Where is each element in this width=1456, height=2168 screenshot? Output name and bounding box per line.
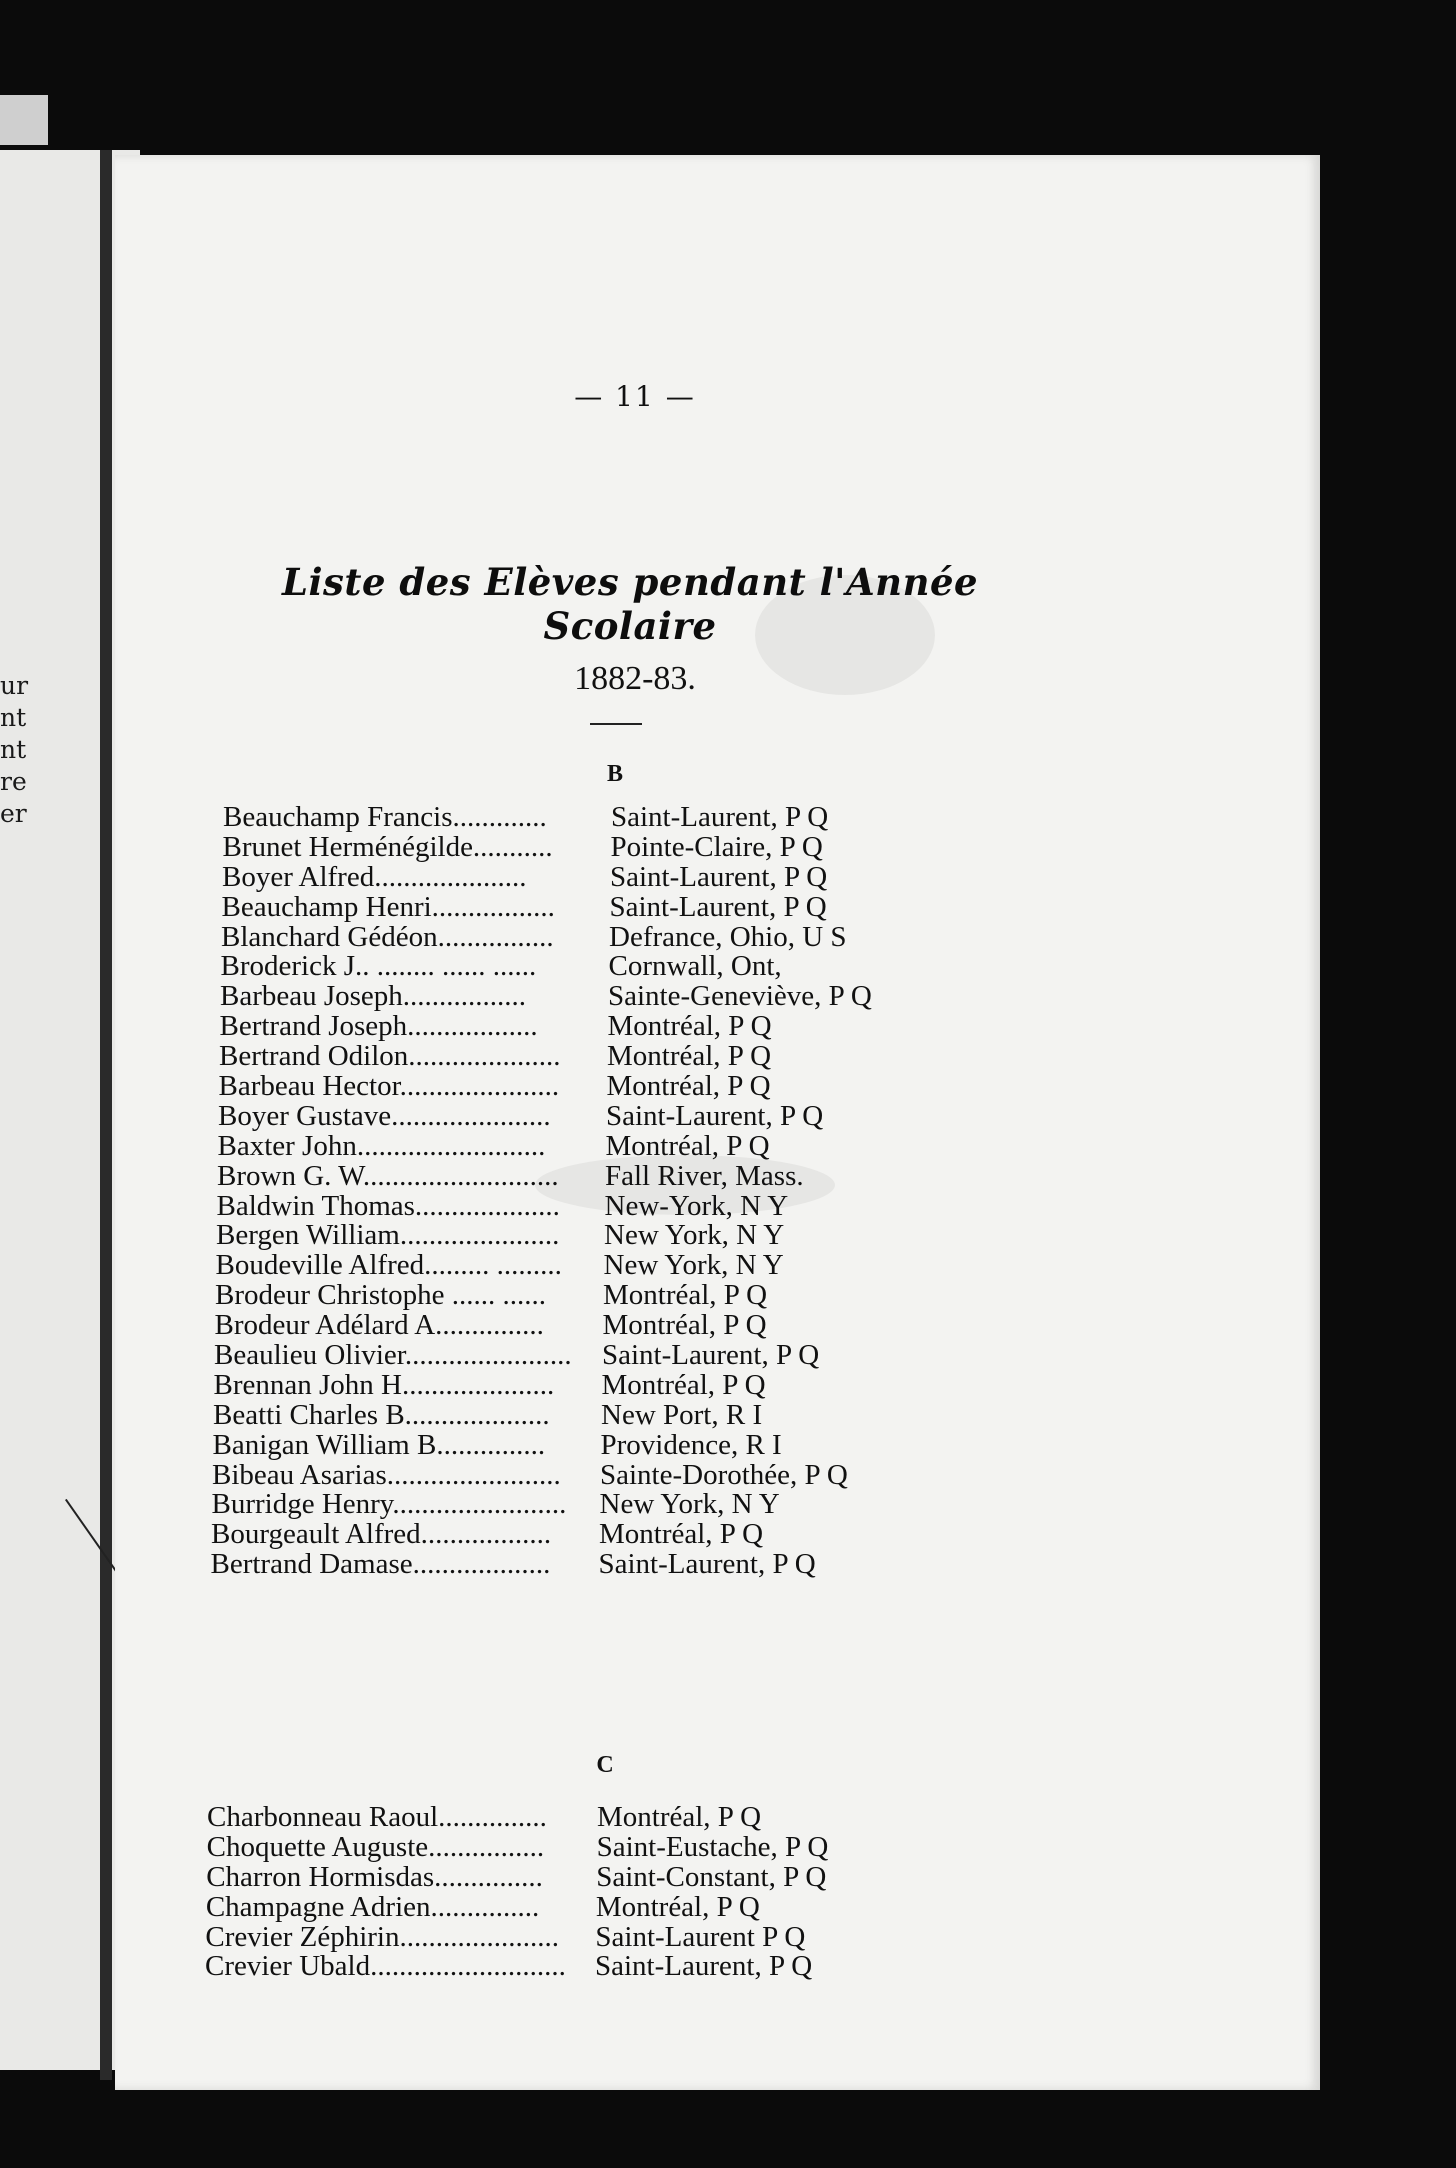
student-hometown: New York, N Y — [604, 1219, 785, 1252]
student-hometown: Montréal, P Q — [595, 1890, 760, 1923]
student-hometown: Providence, R I — [600, 1428, 782, 1461]
student-entry — [205, 1952, 1027, 1982]
left-page-line: nt — [0, 703, 27, 732]
student-name: Brown G. W........................... — [217, 1159, 559, 1192]
student-entry — [206, 1830, 1027, 1863]
student-name: Brunet Herménégilde........... — [222, 830, 553, 863]
left-page-line: ur — [0, 671, 29, 700]
student-entry — [214, 1341, 1043, 1371]
student-hometown: Montréal, P Q — [605, 1129, 770, 1162]
student-list-b — [210, 801, 1043, 1581]
student-hometown: Saint-Laurent, P Q — [602, 1339, 820, 1372]
student-hometown: New-York, N Y — [604, 1189, 789, 1222]
student-entry — [212, 1490, 1044, 1520]
student-name: Bergen William...................... — [216, 1219, 560, 1252]
student-hometown: Saint-Laurent, P Q — [610, 860, 828, 893]
student-hometown: Montréal, P Q — [602, 1309, 767, 1342]
student-hometown: Montréal, P Q — [599, 1518, 764, 1551]
student-hometown: Defrance, Ohio, U S — [609, 920, 847, 953]
student-name: Beaulieu Olivier....................... — [214, 1339, 572, 1372]
student-name: Bourgeault Alfred.................. — [211, 1518, 552, 1551]
student-entry — [219, 1042, 1043, 1072]
student-name: Charbonneau Raoul............... — [207, 1801, 547, 1833]
student-entry — [222, 860, 1043, 893]
student-name: Barbeau Joseph................. — [220, 980, 527, 1013]
student-hometown: Montréal, P Q — [607, 1010, 772, 1043]
student-hometown: New York, N Y — [603, 1249, 784, 1282]
student-hometown: Montréal, P Q — [607, 1040, 772, 1073]
student-hometown: Saint-Eustache, P Q — [596, 1830, 829, 1863]
student-name: Boudeville Alfred......... ......... — [215, 1249, 562, 1282]
student-hometown: New Port, R I — [601, 1398, 763, 1431]
student-name: Boyer Alfred..................... — [222, 860, 527, 893]
student-entry — [216, 1189, 1044, 1222]
student-hometown: Saint-Constant, P Q — [596, 1860, 827, 1893]
student-name: Bibeau Asarias........................ — [212, 1458, 561, 1491]
student-hometown: Saint-Laurent, P Q — [611, 801, 829, 833]
page-number: — 11 — — [574, 380, 696, 413]
student-entry — [221, 920, 1043, 953]
student-hometown: Saint-Laurent, P Q — [598, 1548, 816, 1581]
student-entry — [223, 803, 1043, 833]
school-year: 1882-83. — [574, 660, 696, 697]
student-entry — [216, 1251, 1044, 1281]
student-hometown: Sainte-Geneviève, P Q — [608, 980, 872, 1013]
student-name: Brodeur Christophe ...... ...... — [215, 1279, 547, 1312]
student-name: Blanchard Gédéon................ — [221, 920, 554, 953]
student-entry — [222, 830, 1044, 863]
student-name: Broderick J.. ........ ...... ...... — [220, 950, 537, 983]
student-entry — [205, 1920, 1027, 1953]
student-name: Baxter John.......................... — [217, 1129, 546, 1162]
page-title: Liste des Elèves pendant l'Année Scolaire — [281, 560, 979, 648]
student-name: Beatti Charles B.................... — [213, 1398, 550, 1431]
student-entry — [220, 1012, 1044, 1042]
student-name: Brodeur Adélard A............... — [214, 1309, 544, 1342]
left-page-tab — [0, 95, 48, 145]
right-page — [115, 155, 1320, 2090]
student-name: Beauchamp Francis............. — [223, 801, 547, 833]
student-entry — [211, 1520, 1043, 1550]
student-entry — [220, 982, 1043, 1012]
student-name: Choquette Auguste................ — [206, 1830, 545, 1863]
student-name: Brennan John H..................... — [213, 1368, 555, 1401]
student-hometown: Saint-Laurent, P Q — [609, 890, 827, 923]
student-hometown: New York, N Y — [599, 1488, 780, 1521]
student-entry — [212, 1458, 1043, 1491]
student-name: Crevier Ubald........................... — [205, 1950, 566, 1983]
student-hometown: Pointe-Claire, P Q — [610, 830, 823, 863]
student-hometown: Montréal, P Q — [601, 1368, 766, 1401]
student-entry — [221, 952, 1044, 982]
student-hometown: Cornwall, Ont, — [608, 950, 782, 983]
student-entry — [211, 1550, 1044, 1580]
student-name: Champagne Adrien............... — [205, 1890, 540, 1923]
section-letter-c: C — [596, 1752, 614, 1778]
student-name: Boyer Gustave...................... — [218, 1099, 551, 1132]
left-page-line: er — [0, 799, 27, 828]
student-hometown: Saint-Laurent, P Q — [595, 1950, 813, 1983]
book-gutter — [100, 150, 112, 2080]
student-hometown: Saint-Laurent P Q — [595, 1920, 806, 1953]
student-hometown: Fall River, Mass. — [605, 1159, 804, 1192]
student-entry — [216, 1221, 1043, 1251]
student-entry — [206, 1860, 1027, 1893]
student-hometown: Sainte-Dorothée, P Q — [600, 1458, 848, 1491]
left-page-line: nt — [0, 735, 27, 764]
left-page-line: re — [0, 767, 27, 796]
student-entry — [221, 890, 1044, 923]
student-name: Baldwin Thomas.................... — [216, 1189, 560, 1222]
student-name: Bertrand Joseph.................. — [219, 1010, 538, 1043]
student-entry — [215, 1311, 1044, 1341]
student-name: Bertrand Odilon..................... — [219, 1040, 561, 1073]
section-letter-b: B — [606, 761, 623, 787]
student-name: Banigan William B............... — [212, 1428, 546, 1461]
student-list-c — [207, 1803, 1027, 1982]
student-name: Burridge Henry........................ — [211, 1488, 567, 1521]
student-entry — [213, 1398, 1043, 1431]
student-name: Crevier Zéphirin...................... — [205, 1920, 559, 1953]
student-entry — [205, 1890, 1027, 1923]
title-rule — [590, 723, 642, 725]
student-entry — [207, 1803, 1027, 1833]
left-page-text — [0, 670, 40, 830]
student-name: Barbeau Hector...................... — [218, 1070, 560, 1103]
student-entry — [213, 1368, 1044, 1401]
student-hometown: Saint-Laurent, P Q — [606, 1099, 824, 1132]
student-name: Beauchamp Henri................. — [221, 890, 555, 923]
student-entry — [212, 1428, 1044, 1461]
student-hometown: Montréal, P Q — [597, 1801, 762, 1833]
student-name: Charron Hormisdas............... — [206, 1860, 543, 1893]
student-entry — [218, 1099, 1043, 1132]
student-entry — [219, 1072, 1044, 1102]
student-hometown: Montréal, P Q — [603, 1279, 768, 1312]
student-hometown: Montréal, P Q — [606, 1070, 771, 1103]
student-name: Bertrand Damase................... — [210, 1548, 551, 1581]
student-entry — [215, 1281, 1043, 1311]
student-entry — [217, 1129, 1044, 1162]
student-entry — [217, 1159, 1043, 1192]
